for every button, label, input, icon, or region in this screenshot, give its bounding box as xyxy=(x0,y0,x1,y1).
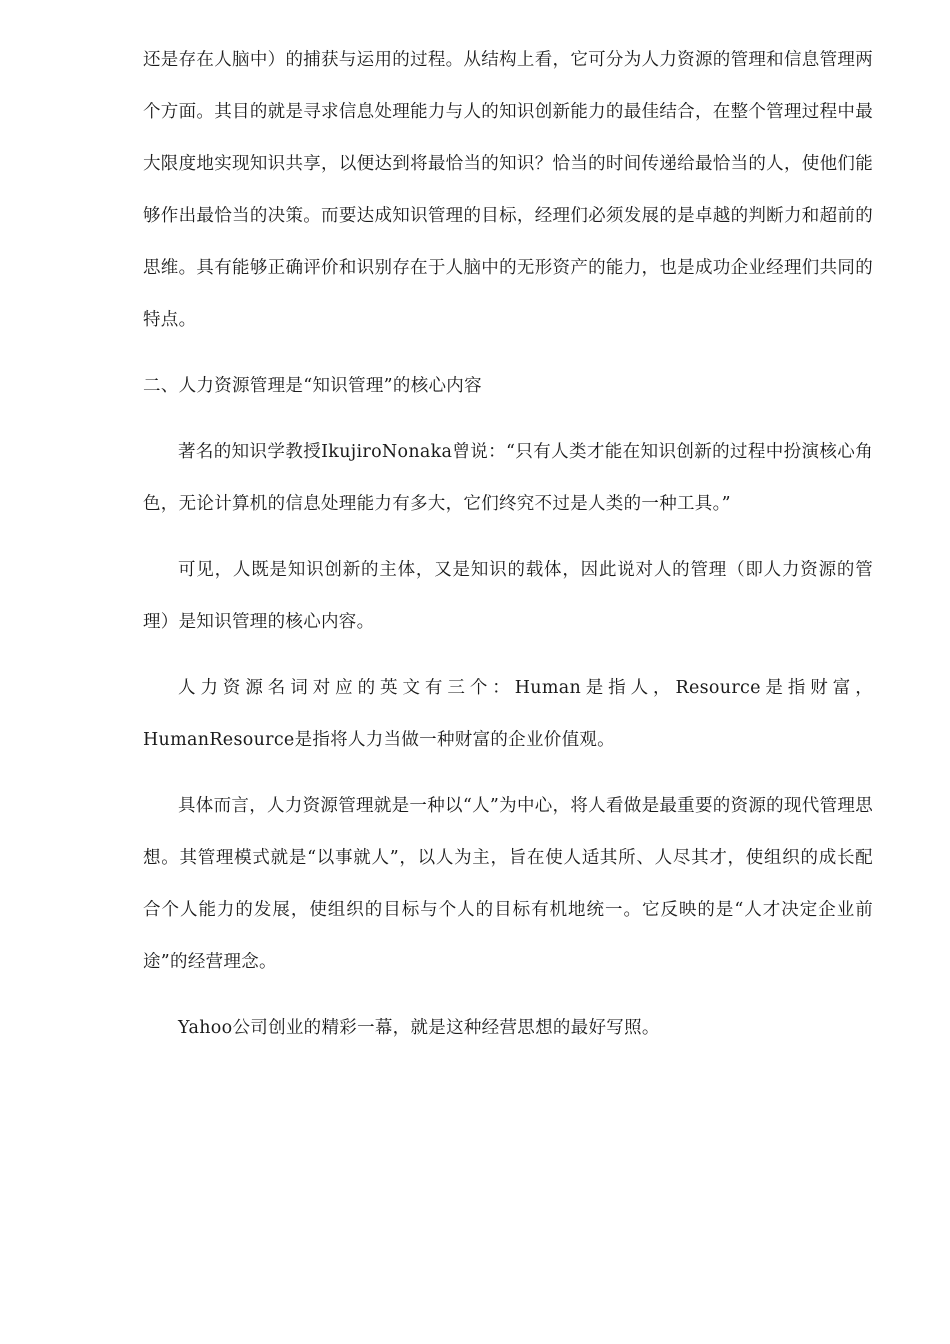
document-page xyxy=(143,34,873,1054)
spacer xyxy=(143,648,873,662)
paragraph-nonaka-quote: 著名的知识学教授IkujiroNonaka曾说：“只有人类才能在知识创新的过程中扮演核心角色，无论计算机的信息处理能力有多大，它们终究不过是人类的一种工具。” xyxy=(143,442,873,514)
spacer xyxy=(143,766,873,780)
section-heading: 二、人力资源管理是“知识管理”的核心内容 xyxy=(143,376,482,396)
spacer xyxy=(143,530,873,544)
spacer xyxy=(143,988,873,1002)
paragraph-hr-definition: 具体而言，人力资源管理就是一种以“人”为中心，将人看做是最重要的资源的现代管理思想。其管理模式就是“以事就人”，以人为主，旨在使人适其所、人尽其才，使组织的成长配合个人能力的发展，使组织的目标与个人的目标有机地统一。它反映的是“人才决定企业前途”的经营理念。 xyxy=(143,796,873,972)
paragraph-core-content: 可见，人既是知识创新的主体，又是知识的载体，因此说对人的管理（即人力资源的管理）是知识管理的核心内容。 xyxy=(143,560,873,632)
spacer xyxy=(143,346,873,360)
paragraph-continuation: 还是存在人脑中）的捕获与运用的过程。从结构上看，它可分为人力资源的管理和信息管理两个方面。其目的就是寻求信息处理能力与人的知识创新能力的最佳结合，在整个管理过程中最大限度地实现知识共享，以便达到将最恰当的知识？恰当的时间传递给最恰当的人，使他们能够作出最恰当的决策。而要达成知识管理的目标，经理们必须发展的是卓越的判断力和超前的思维。具有能够正确评价和识别存在于人脑中的无形资产的能力，也是成功企业经理们共同的特点。 xyxy=(143,50,873,330)
paragraph-english-terms: 人力资源名词对应的英文有三个：Human是指人，Resource是指财富，HumanResource是指将人力当做一种财富的企业价值观。 xyxy=(143,678,873,750)
paragraph-yahoo: Yahoo公司创业的精彩一幕，就是这种经营思想的最好写照。 xyxy=(178,1018,660,1038)
spacer xyxy=(143,412,873,426)
